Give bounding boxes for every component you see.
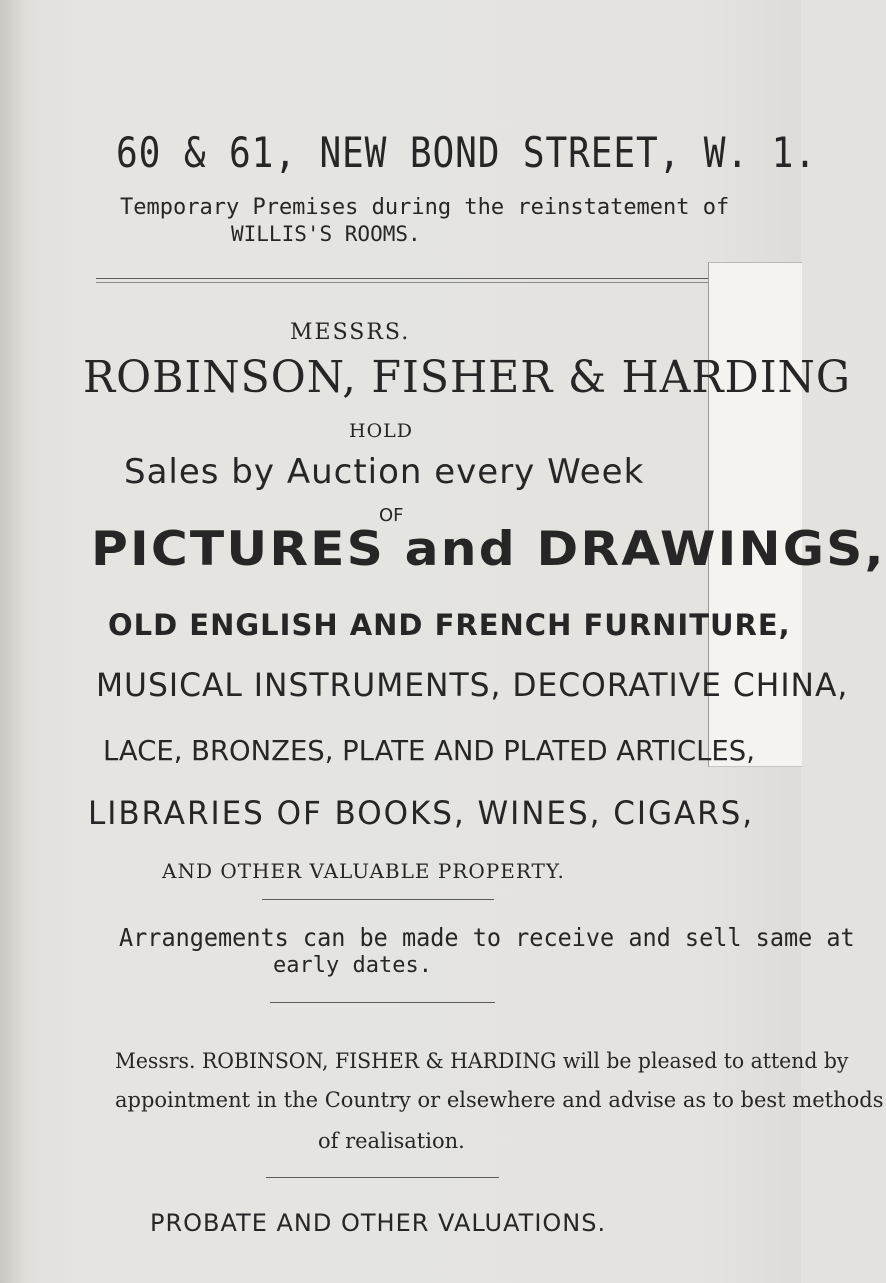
header-divider-secondary [96, 282, 708, 283]
messrs-label: MESSRS. [290, 320, 411, 345]
valuations-line: PROBATE AND OTHER VALUATIONS. [150, 1209, 607, 1237]
arrangements-line: Arrangements can be made to receive and sell same at [119, 923, 855, 952]
category-pictures: PICTURES and DRAWINGS, [91, 522, 886, 577]
category-lace-bronzes: LACE, BRONZES, PLATE AND PLATED ARTICLES, [103, 734, 755, 767]
arrangements-line-2: early dates. [273, 953, 432, 978]
category-furniture: OLD ENGLISH AND FRENCH FURNITURE, [108, 608, 791, 642]
attendance-line-3: of realisation. [318, 1129, 465, 1153]
category-other-property: AND OTHER VALUABLE PROPERTY. [162, 859, 565, 883]
address-heading: 60 & 61, NEW BOND STREET, W. 1. [116, 128, 817, 177]
temporary-premises-line: Temporary Premises during the reinstatement of [120, 195, 730, 220]
section-divider [266, 1177, 499, 1178]
section-divider [262, 899, 494, 900]
category-musical-instruments: MUSICAL INSTRUMENTS, DECORATIVE CHINA, [96, 666, 849, 704]
sales-line: Sales by Auction every Week [124, 452, 645, 492]
attendance-line-2: appointment in the Country or elsewhere and advise as to best methods [115, 1088, 884, 1112]
header-divider [96, 278, 708, 279]
page-shadow-edge [0, 0, 22, 1283]
hold-label: HOLD [349, 420, 413, 442]
rooms-line: WILLIS'S ROOMS. [231, 222, 421, 246]
of-label: OF [379, 505, 404, 526]
firm-name: ROBINSON, FISHER & HARDING [83, 352, 851, 403]
section-divider [270, 1002, 495, 1003]
attendance-line-1: Messrs. ROBINSON, FISHER & HARDING will be pleased to attend by [115, 1049, 849, 1073]
category-libraries: LIBRARIES OF BOOKS, WINES, CIGARS, [88, 794, 755, 832]
